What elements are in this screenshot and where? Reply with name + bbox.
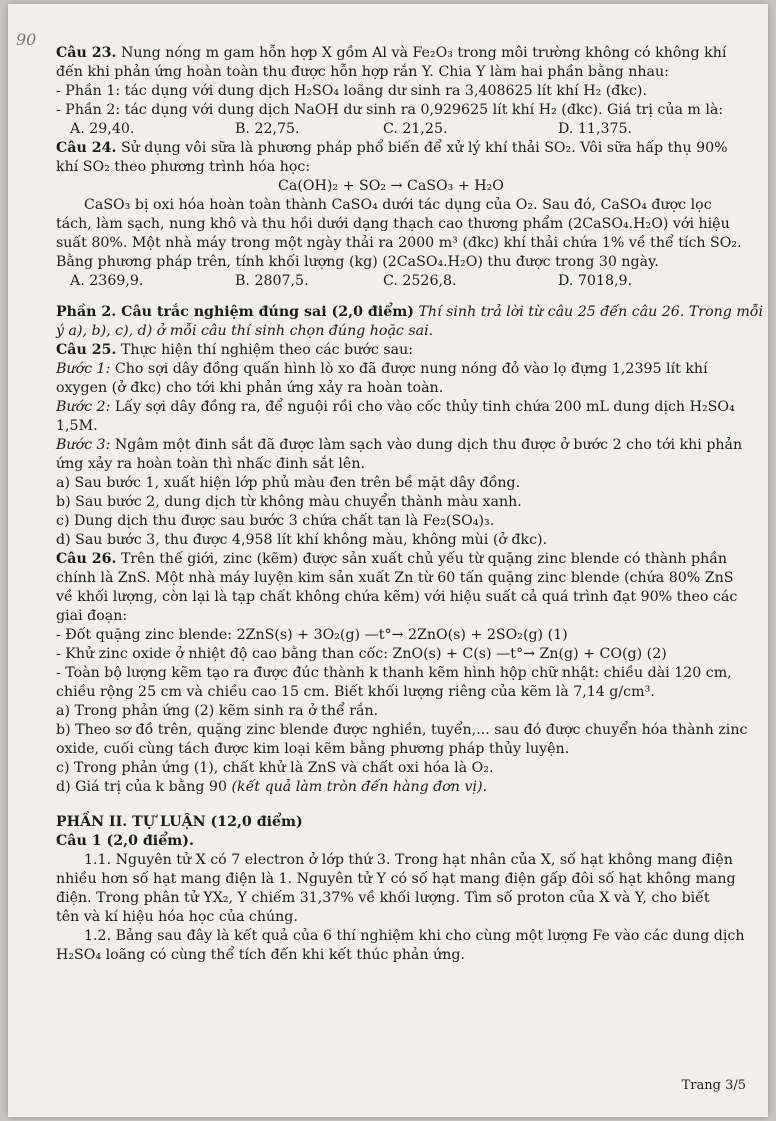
- q25-step3: Bước 3: Ngâm một đinh sắt đã được làm sạch vào dung dịch thu được ở bước 2 cho tới khi phản: [56, 437, 743, 453]
- q26-line-3: về khối lượng, còn lại là tạp chất không chứa kẽm) với hiệu suất cả quá trình đạt 90% theo các: [56, 589, 738, 605]
- q26-line-1: Câu 26. Trên thế giới, zinc (kẽm) được sản xuất chủ yếu từ quặng zinc blende có thành phần: [56, 551, 728, 567]
- q24-option-c[interactable]: C. 2526,8.: [383, 273, 457, 289]
- q24-line-4: tách, làm sạch, nung khô và thu hồi dưới dạng thạch cao thương phẩm (2CaSO₄.H₂O) với hiệu: [56, 216, 730, 232]
- q23-line-2: đến khi phản ứng hoàn toàn thu được hỗn hợp rắn Y. Chia Y làm hai phần bằng nhau:: [56, 64, 669, 80]
- q24-line-6: Bằng phương pháp trên, tính khối lượng (kg) (2CaSO₄.H₂O) thu được trong 30 ngày.: [56, 254, 659, 270]
- essay-q1-2-line-2: H₂SO₄ loãng có cùng thể tích đến khi kết thúc phản ứng.: [56, 947, 465, 963]
- q26-line-4: giai đoạn:: [56, 608, 128, 624]
- q23-option-d[interactable]: D. 11,375.: [558, 121, 633, 137]
- q24-option-b[interactable]: B. 2807,5.: [235, 273, 309, 289]
- q26-line-6: chiều rộng 25 cm và chiều cao 15 cm. Biết khối lượng riêng của kẽm là 7,14 g/cm³.: [56, 684, 655, 700]
- q24-line-5: suất 80%. Một nhà máy trong một ngày thải ra 2000 m³ (đkc) khí thải chứa 1% về thể tích SO₂.: [56, 235, 742, 251]
- section2-instruction: ý a), b), c), d) ở mỗi câu thí sinh chọn đúng hoặc sai.: [56, 323, 434, 339]
- q24-options: [56, 272, 726, 291]
- q25-statement-a[interactable]: a) Sau bước 1, xuất hiện lớp phủ màu đen trên bề mặt dây đồng.: [56, 475, 521, 491]
- q24-line-2: khí SO₂ theo phương trình hóa học:: [56, 159, 311, 175]
- q24-equation: Ca(OH)₂ + SO₂ → CaSO₃ + H₂O: [278, 178, 504, 194]
- q26-statement-b[interactable]: b) Theo sơ đồ trên, quặng zinc blende được nghiền, tuyển,... sau đó được chuyển hóa thành zinc: [56, 722, 748, 738]
- q26-statement-c[interactable]: c) Trong phản ứng (1), chất khử là ZnS và chất oxi hóa là O₂.: [56, 760, 494, 776]
- q25-statement-b[interactable]: b) Sau bước 2, dung dịch từ không màu chuyển thành màu xanh.: [56, 494, 522, 510]
- q26-line-2: chính là ZnS. Một nhà máy luyện kim sản xuất Zn từ 60 tấn quặng zinc blende (chứa 80% ZnS: [56, 570, 734, 586]
- q23-line-4: - Phần 2: tác dụng với dung dịch NaOH dư sinh ra 0,929625 lít khí H₂ (đkc). Giá trị của m là:: [56, 102, 724, 118]
- exam-page: [8, 4, 768, 1117]
- q26-reaction-2: - Khử zinc oxide ở nhiệt độ cao bằng than cốc: ZnO(s) + C(s) —t°→ Zn(g) + CO(g) (2): [56, 646, 667, 662]
- essay-q1-2-line-1: 1.2. Bảng sau đây là kết quả của 6 thí nghiệm khi cho cùng một lượng Fe vào các dung dịch: [84, 928, 745, 944]
- essay-q1-1-line-3: điện. Trong phân tử YX₂, Y chiếm 31,37% về khối lượng. Tìm số proton của X và Y, cho biết: [56, 890, 710, 906]
- q26-statement-a[interactable]: a) Trong phản ứng (2) kẽm sinh ra ở thể rắn.: [56, 703, 379, 719]
- q23-option-a[interactable]: A. 29,40.: [70, 121, 135, 137]
- essay-q1-1-line-4: tên và kí hiệu hóa học của chúng.: [56, 909, 298, 925]
- q25-step1: Bước 1: Cho sợi dây đồng quấn hình lò xo đã được nung nóng đỏ vào lọ đựng 1,2395 lít khí: [56, 361, 708, 377]
- q24-option-d[interactable]: D. 7018,9.: [558, 273, 633, 289]
- q23-line-3: - Phần 1: tác dụng với dung dịch H₂SO₄ loãng dư sinh ra 3,408625 lít khí H₂ (đkc).: [56, 83, 647, 99]
- q25-step1-cont: oxygen (ở đkc) cho tới khi phản ứng xảy ra hoàn toàn.: [56, 380, 444, 396]
- q23-option-c[interactable]: C. 21,25.: [383, 121, 448, 137]
- essay-q1-heading: Câu 1 (2,0 điểm).: [56, 833, 194, 849]
- q25-step2: Bước 2: Lấy sợi dây đồng ra, để nguội rồi cho vào cốc thủy tinh chứa 200 mL dung dịch H₂SO₄: [56, 399, 735, 415]
- q23-options: [56, 120, 726, 139]
- q25-step2-cont: 1,5M.: [56, 418, 98, 434]
- q23-line-1: Câu 23. Nung nóng m gam hỗn hợp X gồm Al và Fe₂O₃ trong môi trường không có không khí: [56, 45, 727, 61]
- essay-q1-1-line-2: nhiều hơn số hạt mang điện là 1. Nguyên tử Y có số hạt mang điện gấp đôi số hạt không mang: [56, 871, 736, 887]
- q25-line-1: Câu 25. Thực hiện thí nghiệm theo các bước sau:: [56, 342, 414, 358]
- q25-step3-cont: ứng xảy ra hoàn toàn thì nhấc đinh sắt lên.: [56, 456, 365, 472]
- q24-line-3: CaSO₃ bị oxi hóa hoàn toàn thành CaSO₄ dưới tác dụng của O₂. Sau đó, CaSO₄ được lọc: [84, 197, 712, 213]
- page-number: Trang 3/5: [681, 1078, 746, 1093]
- q26-line-5: - Toàn bộ lượng kẽm tạo ra được đúc thành k thanh kẽm hình hộp chữ nhật: chiều dài 120 cm,: [56, 665, 732, 681]
- q26-statement-b-cont[interactable]: oxide, cuối cùng tách được kim loại kẽm bằng phương pháp thủy luyện.: [56, 741, 570, 757]
- q26-statement-d[interactable]: d) Giá trị của k bằng 90 (kết quả làm tròn đến hàng đơn vị).: [56, 779, 488, 795]
- handwritten-mark: 90: [16, 30, 37, 49]
- q26-reaction-1: - Đốt quặng zinc blende: 2ZnS(s) + 3O₂(g) —t°→ 2ZnO(s) + 2SO₂(g) (1): [56, 627, 568, 643]
- q23-option-b[interactable]: B. 22,75.: [235, 121, 300, 137]
- q25-statement-c[interactable]: c) Dung dịch thu được sau bước 3 chứa chất tan là Fe₂(SO₄)₃.: [56, 513, 495, 529]
- page-content: [56, 44, 764, 965]
- section-essay-heading: PHẦN II. TỰ LUẬN (12,0 điểm): [56, 814, 303, 830]
- q24-line-1: Câu 24. Sử dụng vôi sữa là phương pháp phổ biến để xử lý khí thải SO₂. Vôi sữa hấp thụ 90%: [56, 140, 728, 156]
- section2-heading: Phần 2. Câu trắc nghiệm đúng sai (2,0 điểm) Thí sinh trả lời từ câu 25 đến câu 26. Trong mỗi: [56, 304, 764, 320]
- q24-option-a[interactable]: A. 2369,9.: [70, 273, 144, 289]
- essay-q1-1-line-1: 1.1. Nguyên tử X có 7 electron ở lớp thứ 3. Trong hạt nhân của X, số hạt không mang điện: [84, 852, 733, 868]
- q25-statement-d[interactable]: d) Sau bước 3, thu được 4,958 lít khí không màu, không mùi (ở đkc).: [56, 532, 548, 548]
